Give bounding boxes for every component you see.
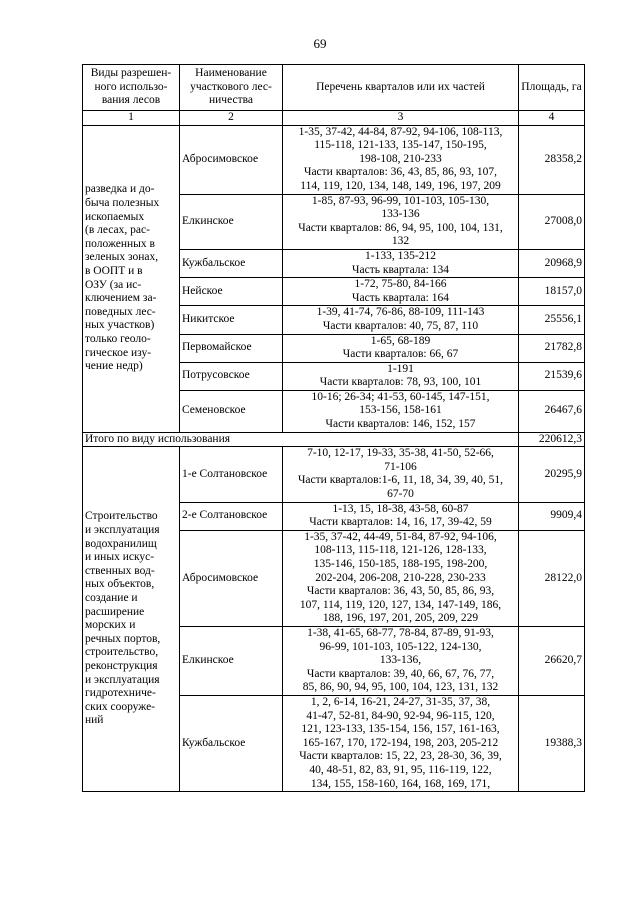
quarters-line: Части кварталов: 66, 67 bbox=[342, 348, 459, 361]
usage-type-line: создание и bbox=[85, 591, 138, 604]
quarters-list bbox=[283, 390, 519, 432]
quarters-line: 1-35, 37-42, 44-84, 87-92, 94-106, 108-113, bbox=[298, 125, 503, 138]
usage-type-line: разведка и до- bbox=[85, 183, 155, 196]
quarters-line: Части кварталов: 40, 75, 87, 110 bbox=[322, 319, 479, 332]
usage-type-line: зеленых зонах, bbox=[85, 251, 159, 264]
area-value: 19388,3 bbox=[519, 695, 585, 791]
quarters-line: 96-99, 101-103, 105-122, 124-130, bbox=[319, 640, 482, 653]
quarters-line: 107, 114, 119, 120, 127, 134, 147-149, 186, bbox=[299, 598, 502, 611]
usage-type-line: только геоло- bbox=[85, 333, 151, 345]
quarters-line: 165-167, 170, 172-194, 198, 203, 205-212 bbox=[302, 736, 499, 749]
usage-type-line: ископаемых bbox=[85, 210, 145, 223]
quarters-line: 1-72, 75-80, 84-166 bbox=[354, 278, 447, 291]
forestry-name: Никитское bbox=[180, 306, 283, 334]
header-area: Площадь, га bbox=[519, 65, 585, 111]
quarters-line: Части кварталов: 14, 16, 17, 39-42, 59 bbox=[309, 516, 492, 529]
quarters-line: Части кварталов: 36, 43, 50, 85, 86, 93, bbox=[306, 585, 495, 598]
forestry-name: Потрусовское bbox=[180, 362, 283, 390]
area-value: 26467,6 bbox=[519, 390, 585, 432]
quarters-line: 1-85, 87-93, 96-99, 101-103, 105-130, bbox=[311, 194, 490, 207]
area-value: 25556,1 bbox=[519, 306, 585, 334]
area-value: 26620,7 bbox=[519, 626, 585, 695]
area-value: 20968,9 bbox=[519, 249, 585, 277]
usage-type-cell bbox=[83, 125, 180, 432]
area-value: 18157,0 bbox=[519, 278, 585, 306]
usage-type-line: речных портов, bbox=[85, 632, 161, 645]
usage-type-line: морских и bbox=[85, 619, 136, 632]
total-area: 220612,3 bbox=[519, 432, 585, 447]
usage-type-line: положенных в bbox=[85, 237, 155, 250]
forestry-name: Нейское bbox=[180, 278, 283, 306]
quarters-line: 1-65, 68-189 bbox=[370, 334, 431, 347]
forestry-name: Абросимовское bbox=[180, 530, 283, 626]
quarters-line: Части кварталов: 86, 94, 95, 100, 104, 131, bbox=[298, 221, 503, 234]
usage-type-line: ных участков) bbox=[85, 319, 155, 332]
column-number-row bbox=[83, 111, 585, 126]
usage-type-line: ных объектов, bbox=[85, 578, 155, 591]
total-label: Итого по виду использования bbox=[83, 432, 519, 447]
quarters-list bbox=[283, 194, 519, 249]
quarters-line: Часть квартала: 164 bbox=[352, 291, 449, 304]
quarters-line: 135-146, 150-185, 188-195, 198-200, bbox=[313, 558, 488, 570]
section-construction bbox=[83, 447, 585, 792]
quarters-line: 71-106 bbox=[384, 460, 417, 473]
table-row bbox=[83, 125, 585, 194]
usage-type-line: ственных вод- bbox=[85, 564, 155, 577]
forestry-name: Кужбальское bbox=[180, 249, 283, 277]
usage-type-line: ских сооруже- bbox=[85, 700, 155, 713]
usage-type-line: в ООПТ и в bbox=[85, 265, 143, 278]
quarters-line: 40, 48-51, 82, 83, 91, 95, 116-119, 122, bbox=[309, 763, 492, 776]
usage-type-line: ключением за- bbox=[85, 292, 157, 305]
quarters-list bbox=[283, 125, 519, 194]
quarters-list bbox=[283, 334, 519, 362]
quarters-line: 108-113, 115-118, 121-126, 128-133, bbox=[314, 544, 487, 557]
quarters-line: Части кварталов: 36, 43, 85, 86, 93, 107, bbox=[303, 166, 498, 179]
quarters-line: 1-13, 15, 18-38, 43-58, 60-87 bbox=[332, 502, 469, 515]
quarters-line: Части кварталов: 15, 22, 23, 28-30, 36, 39, bbox=[299, 750, 502, 763]
quarters-line: 1-133, 135-212 bbox=[365, 249, 436, 262]
page-number: 69 bbox=[313, 36, 327, 51]
quarters-line: 121, 123-133, 135-154, 156, 157, 161-163, bbox=[301, 723, 500, 736]
quarters-list bbox=[283, 502, 519, 530]
quarters-line: 132 bbox=[391, 235, 410, 248]
forest-use-table bbox=[82, 64, 585, 792]
quarters-line: 133-136, bbox=[379, 654, 422, 667]
column-number: 3 bbox=[283, 111, 519, 126]
area-value: 21782,8 bbox=[519, 334, 585, 362]
quarters-list bbox=[283, 626, 519, 695]
quarters-line: 1-38, 41-65, 68-77, 78-84, 87-89, 91-93, bbox=[307, 626, 494, 639]
quarters-line: 10-16; 26-34; 41-53, 60-145, 147-151, bbox=[311, 390, 490, 403]
forestry-name: Елкинское bbox=[180, 626, 283, 695]
forestry-name: 2-е Солтановское bbox=[180, 502, 283, 530]
forestry-name: Первомайское bbox=[180, 334, 283, 362]
forestry-name: Абросимовское bbox=[180, 125, 283, 194]
usage-type-line: ний bbox=[85, 714, 104, 727]
usage-type-line: (в лесах, рас- bbox=[85, 224, 150, 237]
table-header-row bbox=[83, 65, 585, 111]
quarters-line: Части кварталов: 146, 152, 157 bbox=[325, 418, 476, 431]
header-usage-type: Виды разрешен-ного использо-вания лесов bbox=[83, 65, 180, 111]
quarters-line: 1-39, 41-74, 76-86, 88-109, 111-143 bbox=[316, 306, 485, 319]
header-quarters-list: Перечень кварталов или их частей bbox=[283, 65, 519, 111]
usage-type-line: реконструкция bbox=[85, 659, 158, 672]
usage-type-line: строительство, bbox=[85, 646, 159, 659]
usage-type-line: Строительство bbox=[85, 510, 158, 523]
area-value: 21539,6 bbox=[519, 362, 585, 390]
quarters-line: 133-136 bbox=[381, 208, 420, 221]
usage-type-cell bbox=[83, 447, 180, 792]
header-forestry-name: Наименование участкового лес-ничества bbox=[180, 65, 283, 111]
usage-type-line: быча полезных bbox=[85, 197, 160, 210]
total-row bbox=[83, 432, 585, 447]
usage-type-line: ОЗУ (за ис- bbox=[85, 278, 142, 291]
quarters-list bbox=[283, 447, 519, 502]
quarters-line: 1-191 bbox=[387, 362, 414, 375]
usage-type-line: гическое изу- bbox=[85, 346, 152, 359]
forestry-name: 1-е Солтановское bbox=[180, 447, 283, 502]
column-number: 2 bbox=[180, 111, 283, 126]
area-value: 20295,9 bbox=[519, 447, 585, 502]
quarters-line: 1-35, 37-42, 44-49, 51-84, 87-92, 94-106, bbox=[304, 530, 497, 543]
quarters-line: Части кварталов: 78, 93, 100, 101 bbox=[319, 376, 482, 389]
quarters-list bbox=[283, 362, 519, 390]
area-value: 27008,0 bbox=[519, 194, 585, 249]
quarters-line: 188, 196, 197, 201, 205, 209, 229 bbox=[322, 612, 479, 625]
quarters-list bbox=[283, 278, 519, 306]
quarters-line: 202-204, 206-208, 210-228, 230-233 bbox=[315, 571, 486, 584]
quarters-line: Часть квартала: 134 bbox=[352, 263, 449, 276]
quarters-line: 134, 155, 158-160, 164, 168, 169, 171, bbox=[310, 777, 491, 790]
column-number: 1 bbox=[83, 111, 180, 126]
usage-type-line: и иных искус- bbox=[85, 551, 155, 564]
area-value: 28358,2 bbox=[519, 125, 585, 194]
usage-type-line: гидротехниче- bbox=[85, 687, 156, 700]
forestry-name: Семеновское bbox=[180, 390, 283, 432]
usage-type-line: поведных лес- bbox=[85, 305, 156, 318]
quarters-line: Части кварталов:1-6, 11, 18, 34, 39, 40, 51, bbox=[297, 474, 504, 487]
usage-type-line: и эксплуатация bbox=[85, 673, 160, 686]
quarters-line: 67-70 bbox=[387, 488, 414, 501]
area-value: 9909,4 bbox=[519, 502, 585, 530]
quarters-list bbox=[283, 306, 519, 334]
table-row bbox=[83, 447, 585, 502]
quarters-list bbox=[283, 249, 519, 277]
quarters-line: Части кварталов: 39, 40, 66, 67, 76, 77, bbox=[306, 667, 495, 680]
quarters-line: 7-10, 12-17, 19-33, 35-38, 41-50, 52-66, bbox=[307, 447, 494, 460]
column-number: 4 bbox=[519, 111, 585, 126]
section-exploration bbox=[83, 125, 585, 432]
usage-type-line: и эксплуатация bbox=[85, 524, 160, 537]
quarters-line: 115-118, 121-133, 135-147, 150-195, bbox=[314, 139, 487, 152]
quarters-line: 153-156, 158-161 bbox=[359, 404, 442, 417]
usage-type-line: расширение bbox=[85, 605, 145, 618]
quarters-line: 85, 86, 90, 94, 95, 100, 104, 123, 131, 132 bbox=[302, 681, 499, 694]
quarters-line: 41-47, 52-81, 84-90, 92-94, 96-115, 120, bbox=[306, 709, 495, 722]
quarters-list bbox=[283, 695, 519, 791]
usage-type-line: чение недр) bbox=[85, 360, 143, 373]
quarters-line: 198-108, 210-233 bbox=[359, 152, 442, 165]
forestry-name: Кужбальское bbox=[180, 695, 283, 791]
area-value: 28122,0 bbox=[519, 530, 585, 626]
usage-type-line: водохранилищ bbox=[85, 537, 157, 550]
forestry-name: Елкинское bbox=[180, 194, 283, 249]
quarters-line: 114, 119, 120, 134, 148, 149, 196, 197, 209 bbox=[300, 179, 501, 192]
quarters-list bbox=[283, 530, 519, 626]
quarters-line: 1, 2, 6-14, 16-21, 24-27, 31-35, 37, 38, bbox=[310, 695, 491, 708]
